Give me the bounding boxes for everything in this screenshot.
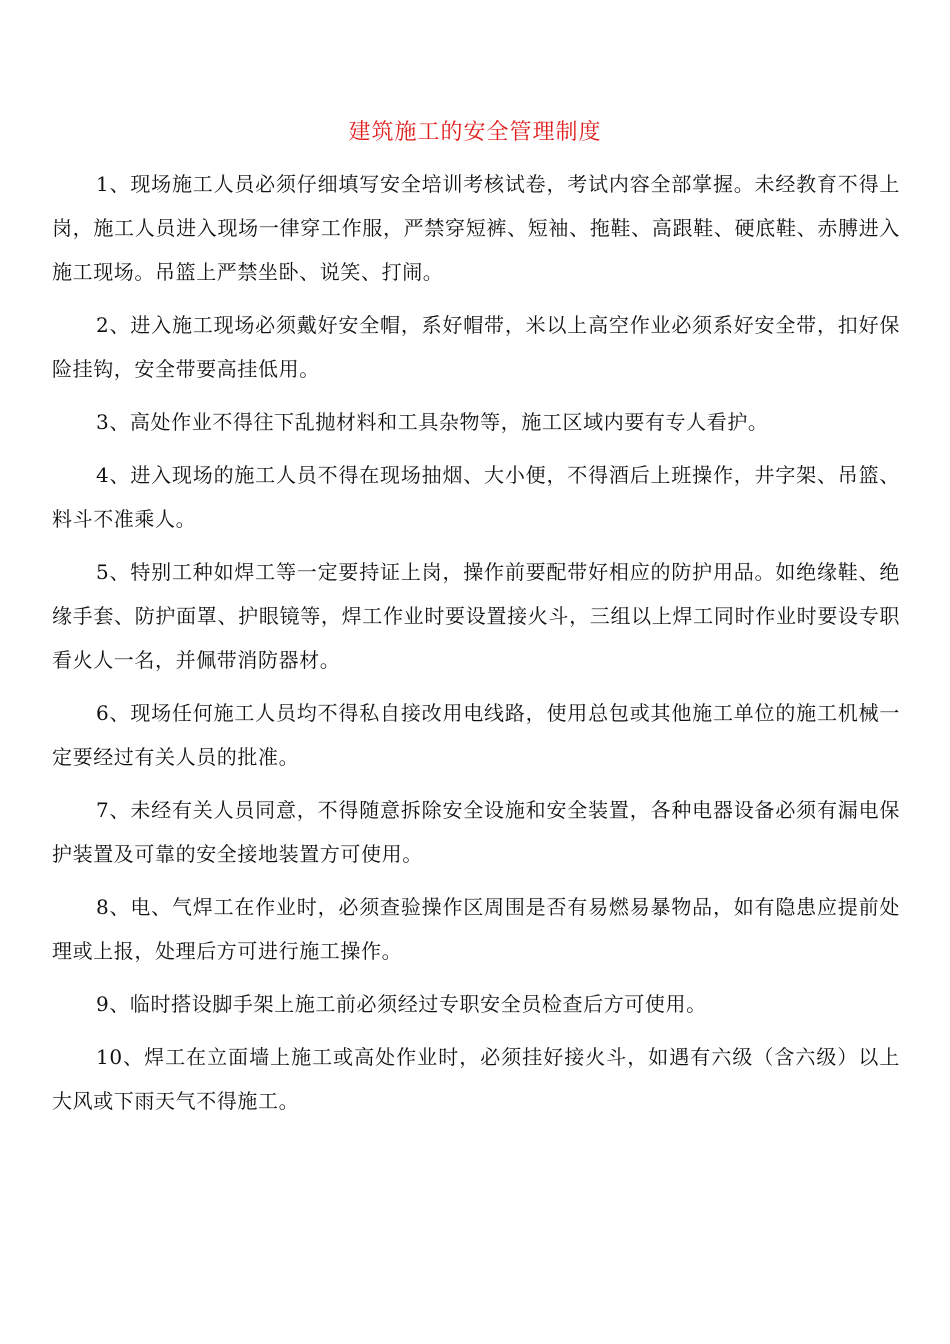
rule-paragraph-8: 8、电、气焊工在作业时，必须查验操作区周围是否有易燃易暴物品，如有隐患应提前处理或上报，处理后方可进行施工操作。	[52, 895, 900, 963]
document-title: 建筑施工的安全管理制度	[348, 120, 602, 145]
rule-paragraph-7: 7、未经有关人员同意，不得随意拆除安全设施和安全装置，各种电器设备必须有漏电保护装置及可靠的安全接地装置方可使用。	[52, 798, 900, 866]
rule-paragraph-4: 4、进入现场的施工人员不得在现场抽烟、大小便，不得酒后上班操作，井字架、吊篮、料斗不准乘人。	[52, 463, 900, 531]
rule-paragraph-6: 6、现场任何施工人员均不得私自接改用电线路，使用总包或其他施工单位的施工机械一定要经过有关人员的批准。	[52, 701, 900, 769]
rule-paragraph-5: 5、特别工种如焊工等一定要持证上岗，操作前要配带好相应的防护用品。如绝缘鞋、绝缘手套、防护面罩、护眼镜等，焊工作业时要设置接火斗，三组以上焊工同时作业时要设专职看火人一名，并佩带消防器材。	[52, 560, 900, 672]
rule-paragraph-1: 1、现场施工人员必须仔细填写安全培训考核试卷，考试内容全部掌握。未经教育不得上岗，施工人员进入现场一律穿工作服，严禁穿短裤、短袖、拖鞋、高跟鞋、硬底鞋、赤膊进入施工现场。吊篮上严禁坐卧、说笑、打闹。	[52, 172, 900, 284]
rule-paragraph-10: 10、焊工在立面墙上施工或高处作业时，必须挂好接火斗，如遇有六级（含六级）以上大风或下雨天气不得施工。	[52, 1045, 900, 1113]
document-body	[52, 162, 900, 1132]
rule-paragraph-2: 2、进入施工现场必须戴好安全帽，系好帽带，米以上高空作业必须系好安全带，扣好保险挂钩，安全带要高挂低用。	[52, 313, 900, 381]
rule-paragraph-9: 9、临时搭设脚手架上施工前必须经过专职安全员检查后方可使用。	[96, 992, 707, 1016]
rule-paragraph-3: 3、高处作业不得往下乱抛材料和工具杂物等，施工区域内要有专人看护。	[96, 410, 769, 434]
